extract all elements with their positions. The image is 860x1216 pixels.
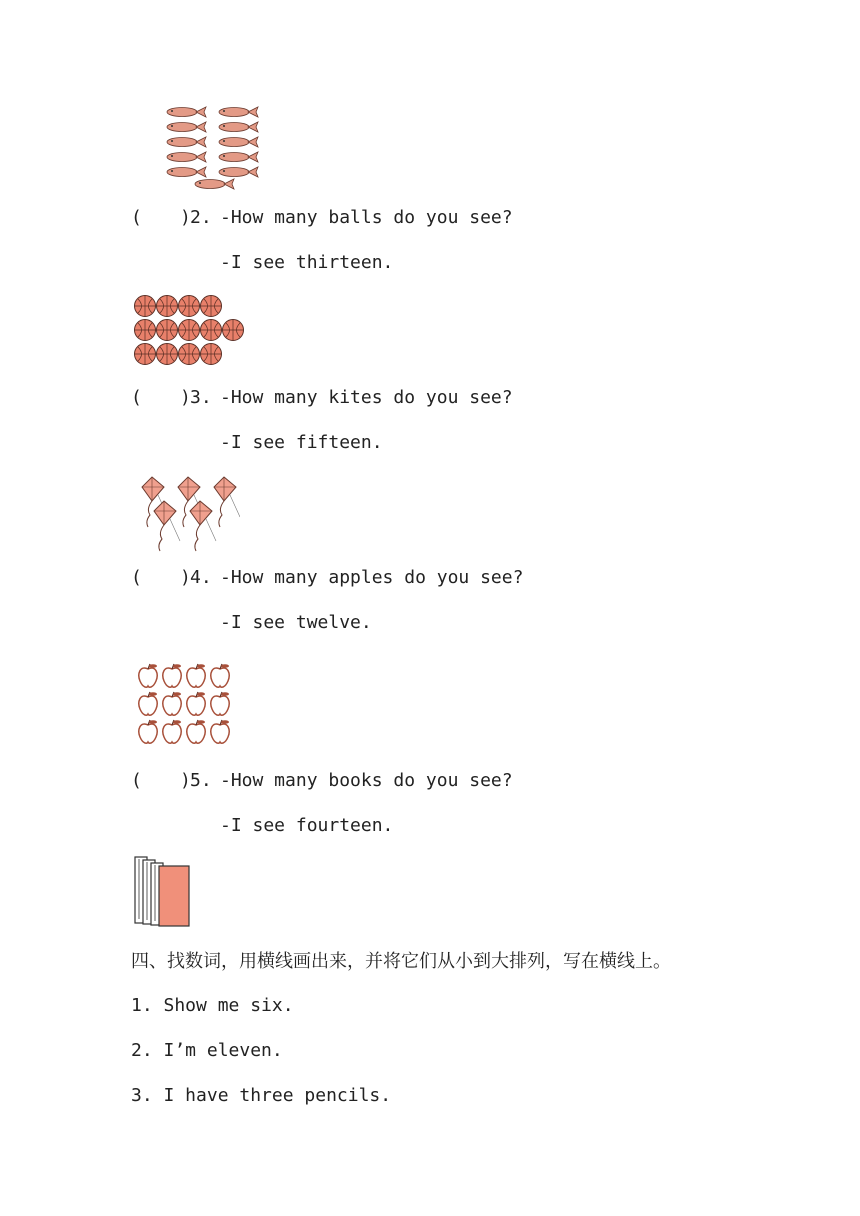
answer-paren-open: (	[131, 387, 142, 408]
ball-icon	[135, 344, 156, 365]
book-icon	[159, 866, 189, 926]
ball-icon	[201, 344, 222, 365]
question-text: -How many kites do you see?	[220, 387, 513, 408]
fish-icon	[219, 107, 258, 117]
answer-paren-close: )	[180, 770, 191, 791]
fish-icon	[219, 122, 258, 132]
ball-icon	[135, 320, 156, 341]
section-item: 3. I have three pencils.	[131, 1085, 392, 1106]
ball-icon	[135, 296, 156, 317]
ball-icon	[179, 296, 200, 317]
apple-icon	[139, 692, 157, 715]
answer-text: -I see fourteen.	[220, 815, 394, 836]
apple-icon	[211, 664, 229, 687]
ball-icon	[157, 320, 178, 341]
fish-icon	[195, 179, 234, 189]
answer-text: -I see twelve.	[220, 612, 372, 633]
section-item: 2. I’m eleven.	[131, 1040, 283, 1061]
fish-icon	[219, 167, 258, 177]
ball-icon	[157, 344, 178, 365]
apple-icon	[139, 720, 157, 743]
question-number: 5.	[190, 770, 212, 791]
kite-icon	[190, 501, 216, 551]
ball-icon	[201, 320, 222, 341]
ball-icon	[223, 320, 244, 341]
answer-paren-close: )	[180, 387, 191, 408]
question-text: -How many balls do you see?	[220, 207, 513, 228]
apple-icon	[187, 692, 205, 715]
apple-icon	[187, 664, 205, 687]
answer-paren-close: )	[180, 567, 191, 588]
apple-icon	[163, 720, 181, 743]
answer-paren-open: (	[131, 207, 142, 228]
ball-icon	[201, 296, 222, 317]
apple-icon	[211, 720, 229, 743]
fish-icon	[167, 152, 206, 162]
apple-icon	[163, 692, 181, 715]
answer-text: -I see fifteen.	[220, 432, 383, 453]
question-text: -How many apples do you see?	[220, 567, 524, 588]
ball-icon	[157, 296, 178, 317]
fish-picture	[160, 103, 270, 193]
fish-icon	[167, 107, 206, 117]
kites-picture	[130, 473, 240, 553]
fish-icon	[167, 167, 206, 177]
question-text: -How many books do you see?	[220, 770, 513, 791]
section-item: 1. Show me six.	[131, 995, 294, 1016]
section-heading: 四、找数词，用横线画出来，并将它们从小到大排列，写在横线上。	[131, 951, 671, 972]
kite-icon	[214, 477, 240, 527]
question-number: 4.	[190, 567, 212, 588]
question-number: 2.	[190, 207, 212, 228]
answer-paren-open: (	[131, 770, 142, 791]
apples-picture	[133, 658, 243, 746]
answer-text: -I see thirteen.	[220, 252, 394, 273]
apple-icon	[139, 664, 157, 687]
fish-icon	[219, 137, 258, 147]
answer-paren-open: (	[131, 567, 142, 588]
ball-icon	[179, 320, 200, 341]
kite-icon	[154, 501, 180, 551]
fish-icon	[167, 122, 206, 132]
apple-icon	[211, 692, 229, 715]
answer-paren-close: )	[180, 207, 191, 228]
ball-icon	[179, 344, 200, 365]
fish-icon	[167, 137, 206, 147]
balls-picture	[133, 294, 245, 368]
fish-icon	[219, 152, 258, 162]
books-picture	[133, 855, 199, 933]
apple-icon	[163, 664, 181, 687]
apple-icon	[187, 720, 205, 743]
question-number: 3.	[190, 387, 212, 408]
